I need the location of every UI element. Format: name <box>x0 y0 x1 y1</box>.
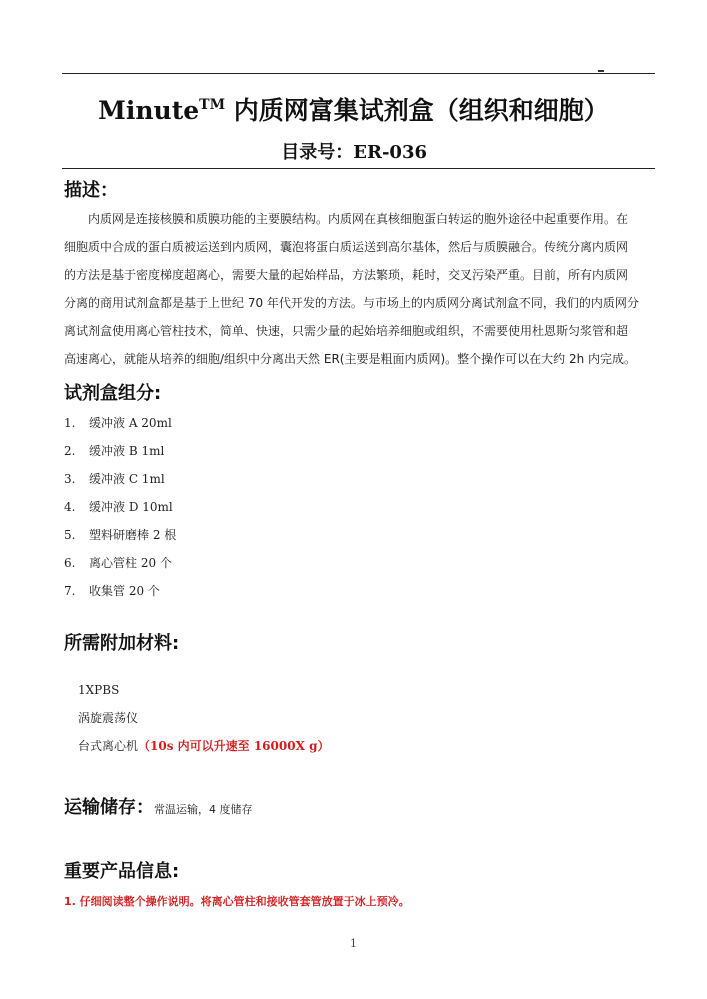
material-item: 1XPBS <box>78 683 120 697</box>
description-line: 高速离心，就能从培养的细胞/组织中分离出天然 ER(主要是粗面内质网)。整个操作可以在大约 2h 内完成。 <box>64 352 637 366</box>
item-text: 缓冲液 B 1ml <box>89 444 165 458</box>
item-number: 2. <box>64 444 76 458</box>
list-item <box>64 437 176 465</box>
list-item <box>64 465 176 493</box>
material-item: 涡旋震荡仪 <box>78 711 139 725</box>
material-item-label: 台式离心机 <box>78 739 139 753</box>
storage-text: 常温运输，4 度储存 <box>154 803 253 816</box>
list-item <box>64 493 176 521</box>
list-item <box>64 577 176 605</box>
page-title <box>0 91 707 127</box>
description-heading: 描述： <box>64 180 118 201</box>
item-text: 缓冲液 D 10ml <box>89 500 173 514</box>
list-item <box>64 521 176 549</box>
catalog-code: ER-036 <box>353 142 427 163</box>
material-item-note: （10s 内可以升速至 16000X g） <box>138 739 330 753</box>
description-line: 分离的商用试剂盒都是基于上世纪 70 年代开发的方法。与市场上的内质网分离试剂盒不同，我们的内质网分 <box>64 296 639 310</box>
item-number: 1. <box>64 416 76 430</box>
title-text: 内质网富集试剂盒（组织和细胞） <box>233 96 609 125</box>
top-rule <box>62 73 655 74</box>
item-number: 4. <box>64 500 76 514</box>
title-prefix: Minute <box>98 96 200 125</box>
item-number: 6. <box>64 556 76 570</box>
page-number: 1 <box>350 937 357 950</box>
description-line: 离试剂盒使用离心管柱技术，简单、快速，只需少量的起始培养细胞或组织，不需要使用杜恩斯匀浆管和超 <box>64 324 629 338</box>
description-paragraph <box>64 205 664 373</box>
catalog-label: 目录号： <box>281 142 354 163</box>
important-heading: 重要产品信息: <box>64 861 180 882</box>
item-text: 塑料研磨棒 2 根 <box>89 528 177 542</box>
important-note: 1. 仔细阅读整个操作说明。将离心管柱和接收管套管放置于冰上预冷。 <box>64 895 410 908</box>
materials-list <box>78 676 329 760</box>
storage-heading-label: 运输储存： <box>64 797 154 818</box>
description-line: 细胞质中合成的蛋白质被运送到内质网，囊泡将蛋白质运送到高尔基体，然后与质膜融合。传统分离内质网 <box>64 240 629 254</box>
storage-heading <box>64 793 253 819</box>
item-text: 缓冲液 C 1ml <box>89 472 165 486</box>
description-line: 内质网是连接核膜和质膜功能的主要膜结构。内质网在真核细胞蛋白转运的胞外途径中起重要作用。在 <box>88 212 629 226</box>
header-rule <box>62 168 655 169</box>
item-number: 7. <box>64 584 76 598</box>
item-number: 3. <box>64 472 76 486</box>
catalog-number <box>281 138 427 164</box>
components-list <box>64 409 176 605</box>
materials-heading: 所需附加材料: <box>64 633 180 654</box>
item-text: 缓冲液 A 20ml <box>89 416 172 430</box>
item-number: 5. <box>64 528 76 542</box>
components-heading: 试剂盒组分: <box>64 383 162 404</box>
trademark-superscript: TM <box>199 97 226 113</box>
material-item <box>78 732 329 760</box>
description-line: 的方法是基于密度梯度超离心，需要大量的起始样品，方法繁琐，耗时，交叉污染严重。目前，所有内质网 <box>64 268 629 282</box>
top-tick-mark <box>598 70 604 72</box>
list-item <box>64 549 176 577</box>
item-text: 收集管 20 个 <box>89 584 160 598</box>
list-item <box>64 409 176 437</box>
item-text: 离心管柱 20 个 <box>89 556 172 570</box>
